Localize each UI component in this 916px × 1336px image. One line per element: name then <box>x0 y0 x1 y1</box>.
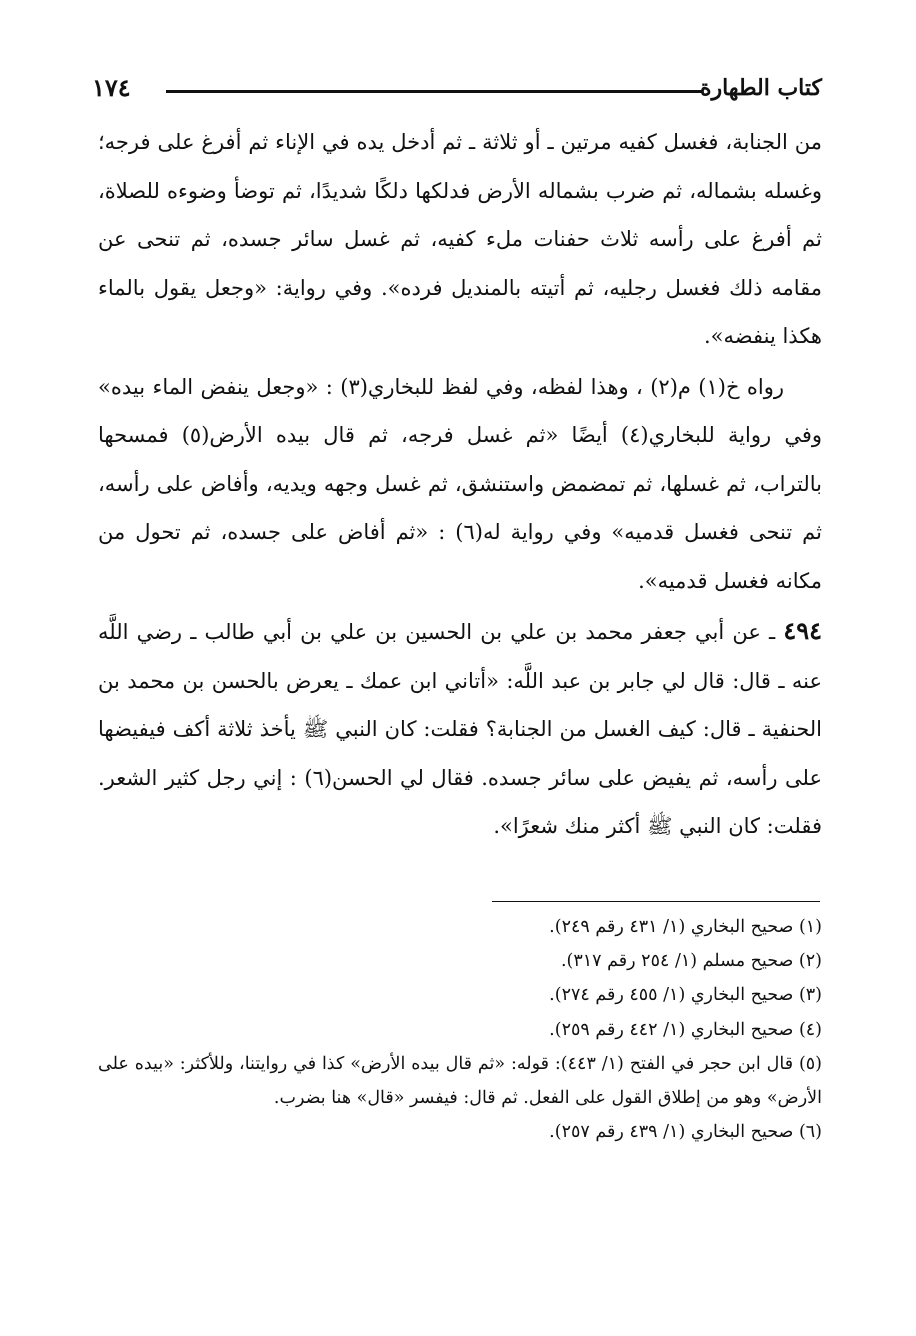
header-rule <box>166 90 702 93</box>
footnote: (٢) صحيح مسلم (١/ ٢٥٤ رقم ٣١٧). <box>560 951 822 972</box>
footnote: (٦) صحيح البخاري (١/ ٤٣٩ رقم ٢٥٧). <box>549 1122 822 1143</box>
paragraph: رواه خ(١) م(٢) ، وهذا لفظه، وفي لفظ للبخاري(٣) : «وجعل ينفض الماء بيده» وفي رواية للبخاري(٤) أيضًا «ثم غسل فرجه، ثم قال بيده الأرض(٥) فمسحها بالتراب، ثم غسلها، ثم تمضمض واستنشق، ثم غسل وجهه ويديه، وأفاض على رأسه، ثم تنحى فغسل قدميه» وفي رواية له(٦) : «ثم أفاض على جسده، ثم تحول من مكانه فغسل قدميه». <box>98 374 822 593</box>
footnote: (١) صحيح البخاري (١/ ٤٣١ رقم ٢٤٩). <box>549 917 822 937</box>
page-number: ١٧٤ <box>92 73 131 102</box>
book-title: كتاب الطهارة <box>699 75 822 101</box>
footnote: (٥) قال ابن حجر في الفتح (١/ ٤٤٣): قوله: «ثم قال بيده الأرض» كذا في روايتنا، وللأكثر: «بيده على الأرض» وهو من إطلاق القول على الفعل. ثم قال: فيفسر «قال» هنا بضرب. <box>98 1053 822 1109</box>
footnotes <box>98 910 822 1149</box>
paragraph: من الجنابة، فغسل كفيه مرتين ـ أو ثلاثة ـ ثم أدخل يده في الإناء ثم أفرغ على فرجه؛ وغسله بشماله، ثم ضرب بشماله الأرض فدلكها دلكًا شديدًا، ثم توضأ وضوءه للصلاة، ثم أفرغ على رأسه ثلاث حفنات ملء كفيه، ثم غسل سائر جسده، ثم تنحى عن مقامه ذلك فغسل رجليه، ثم أتيته بالمنديل فرده». وفي رواية: «وجعل يقول بالماء هكذا ينفضه». <box>98 130 822 348</box>
page-header <box>92 66 822 110</box>
hadith-paragraph <box>98 607 822 851</box>
hadith-text: ـ عن أبي جعفر محمد بن علي بن الحسين بن علي بن أبي طالب ـ رضي اللَّه عنه ـ قال: قال لي جابر بن عبد اللَّه: «أتاني ابن عمك ـ يعرض بالحسن بن محمد بن الحنفية ـ قال: كيف الغسل من الجنابة؟ فقلت: كان النبي ﷺ يأخذ ثلاثة أكف فيفيضها على رأسه، ثم يفيض على سائر جسده. فقال لي الحسن(٦) : إني رجل كثير الشعر. فقلت: كان النبي ﷺ أكثر منك شعرًا». <box>98 620 822 838</box>
hadith-number: ٤٩٤ <box>783 616 822 645</box>
footnote: (٤) صحيح البخاري (١/ ٤٤٢ رقم ٢٥٩). <box>549 1019 822 1040</box>
main-text <box>98 118 822 851</box>
footnote-divider <box>492 901 820 902</box>
footnote: (٣) صحيح البخاري (١/ ٤٥٥ رقم ٢٧٤). <box>549 985 822 1006</box>
